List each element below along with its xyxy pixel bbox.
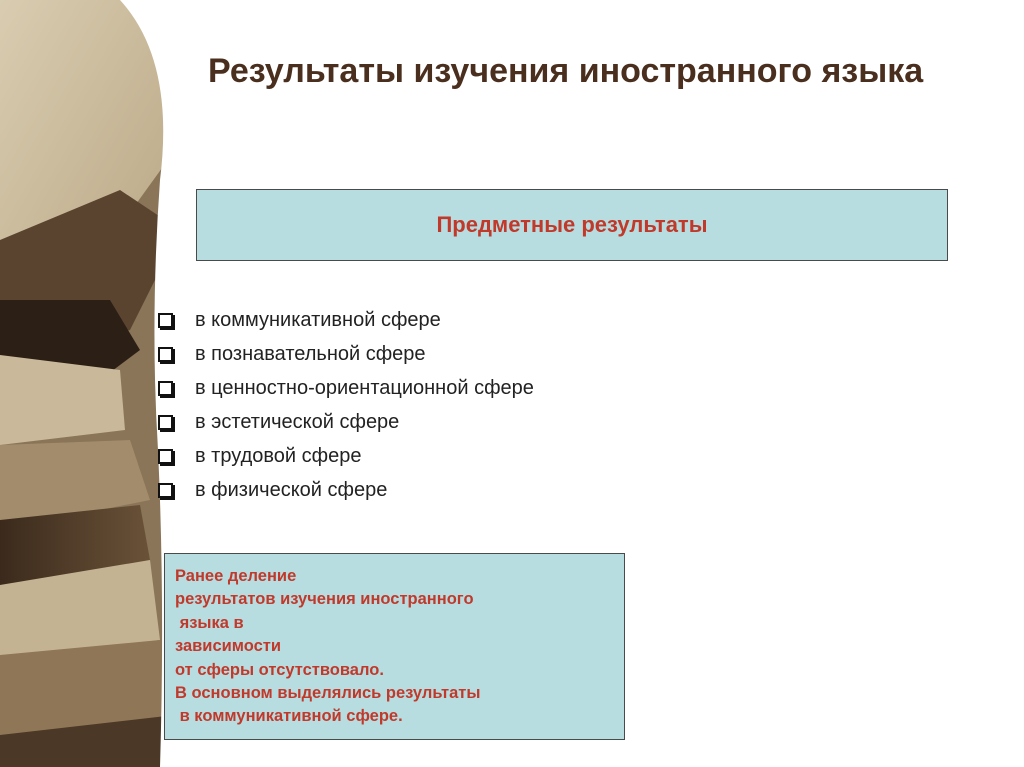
- note-line: зависимости: [175, 637, 282, 656]
- list-item: [158, 405, 534, 439]
- list-item: [158, 303, 534, 337]
- sphere-text: в эстетической сфере: [195, 410, 400, 433]
- note-line: Ранее деление: [175, 567, 297, 585]
- checkbox-bullet-icon: [158, 313, 173, 328]
- note-line: В основном выделялись результаты: [175, 684, 481, 703]
- note-box: [164, 553, 625, 740]
- sphere-text: в ценностно-ориентационной сфере: [195, 376, 534, 399]
- note-line: в коммуникативной сфере.: [175, 707, 403, 726]
- list-item: [158, 371, 534, 405]
- checkbox-bullet-icon: [158, 483, 173, 498]
- note-line: от сферы отсутствовало.: [175, 660, 384, 679]
- checkbox-bullet-icon: [158, 381, 173, 396]
- list-item: [158, 473, 534, 507]
- subject-results-box: [196, 189, 948, 261]
- note-line: результатов изучения иностранного: [175, 590, 474, 609]
- slide-title: Результаты изучения иностранного языка: [208, 52, 924, 90]
- sphere-text: в трудовой сфере: [195, 444, 362, 467]
- subject-results-label: Предметные результаты: [436, 212, 708, 237]
- note-line: языка в: [175, 613, 244, 632]
- list-item: [158, 337, 534, 371]
- checkbox-bullet-icon: [158, 347, 173, 362]
- sphere-text: в коммуникативной сфере: [195, 308, 441, 331]
- list-item: [158, 439, 534, 473]
- sphere-text: в физической сфере: [195, 478, 388, 501]
- spheres-list: [158, 303, 534, 507]
- checkbox-bullet-icon: [158, 415, 173, 430]
- checkbox-bullet-icon: [158, 449, 173, 464]
- sphere-text: в познавательной сфере: [195, 342, 426, 365]
